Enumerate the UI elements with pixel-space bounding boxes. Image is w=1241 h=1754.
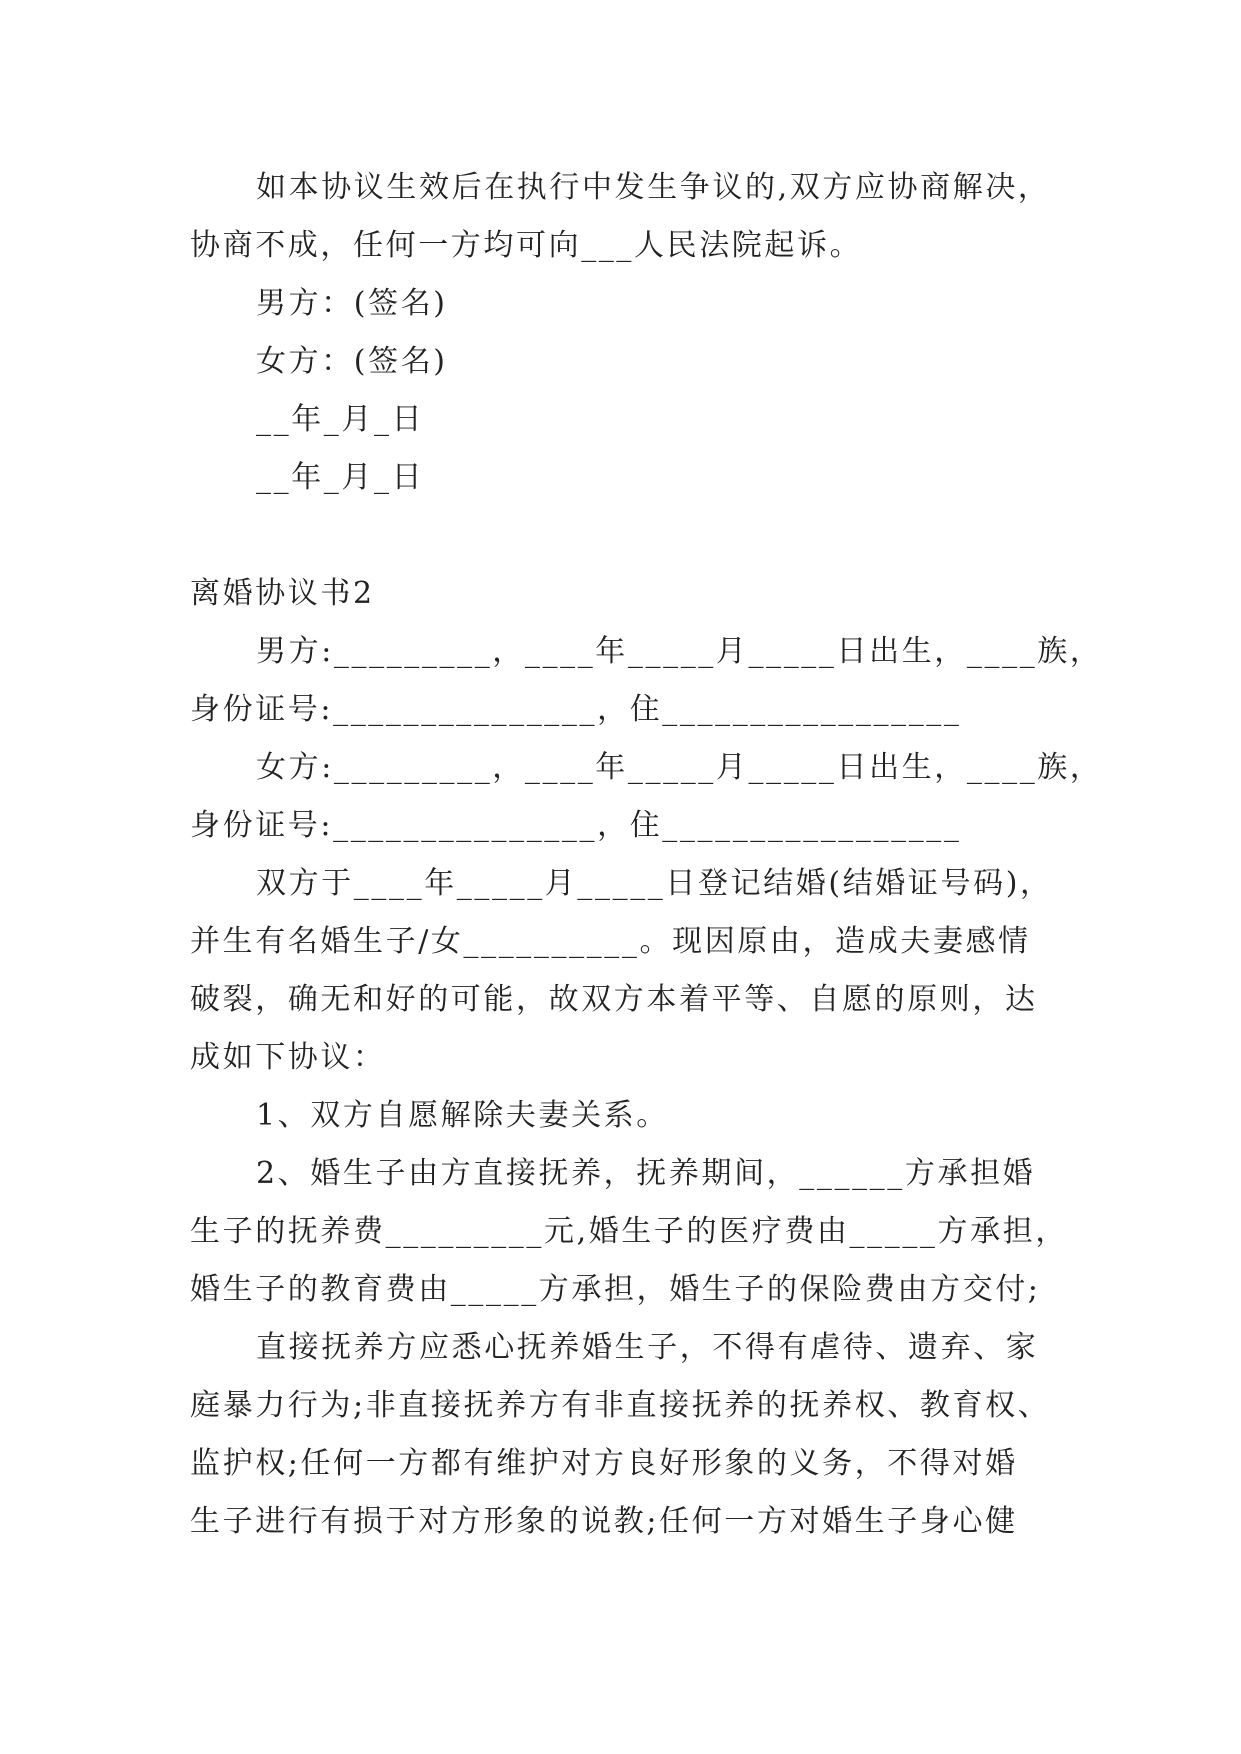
upbringing-paragraph-line-1: 直接抚养方应悉心抚养婚生子，不得有虐待、遗弃、家 bbox=[256, 1330, 1039, 1365]
paragraph-dispute-line-1: 如本协议生效后在执行中发生争议的,双方应协商解决， bbox=[256, 170, 1051, 205]
female-info-line-1: 女方:_________，____年_____月_____日出生，____族， bbox=[256, 750, 1103, 785]
male-info-line-2: 身份证号:_______________，住_________________ bbox=[190, 692, 962, 727]
date-line-2: __年_月_日 bbox=[256, 460, 425, 495]
upbringing-paragraph-line-2: 庭暴力行为;非直接抚养方有非直接抚养的抚养权、教育权、 bbox=[190, 1388, 1051, 1423]
female-info-line-2: 身份证号:_______________，住_________________ bbox=[190, 808, 962, 843]
date-line-1: __年_月_日 bbox=[256, 402, 425, 437]
clause-2-line-3: 婚生子的教育费由_____方承担，婚生子的保险费由方交付; bbox=[190, 1272, 1041, 1307]
clause-2-line-1: 2、婚生子由方直接抚养，抚养期间，______方承担婚 bbox=[256, 1156, 1036, 1191]
clause-1-line: 1、双方自愿解除夫妻关系。 bbox=[256, 1098, 669, 1133]
marriage-paragraph-line-1: 双方于____年_____月_____日登记结婚(结婚证号码)， bbox=[256, 866, 1053, 901]
marriage-paragraph-line-2: 并生有名婚生子/女__________。现因原由，造成夫妻感情 bbox=[190, 924, 1031, 959]
male-info-line-1: 男方:_________，____年_____月_____日出生，____族， bbox=[256, 634, 1103, 669]
paragraph-dispute-line-2: 协商不成，任何一方均可向___人民法院起诉。 bbox=[190, 228, 863, 263]
marriage-paragraph-line-4: 成如下协议： bbox=[190, 1040, 386, 1075]
section-title: 离婚协议书2 bbox=[190, 576, 375, 611]
female-signature-line: 女方：(签名) bbox=[256, 344, 448, 379]
marriage-paragraph-line-3: 破裂，确无和好的可能，故双方本着平等、自愿的原则，达 bbox=[190, 982, 1038, 1017]
upbringing-paragraph-line-3: 监护权;任何一方都有维护对方良好形象的义务，不得对婚 bbox=[190, 1446, 1018, 1481]
male-signature-line: 男方：(签名) bbox=[256, 286, 448, 321]
upbringing-paragraph-line-4: 生子进行有损于对方形象的说教;任何一方对婚生子身心健 bbox=[190, 1504, 1018, 1539]
clause-2-line-2: 生子的抚养费_________元,婚生子的医疗费由_____方承担， bbox=[190, 1214, 1068, 1249]
